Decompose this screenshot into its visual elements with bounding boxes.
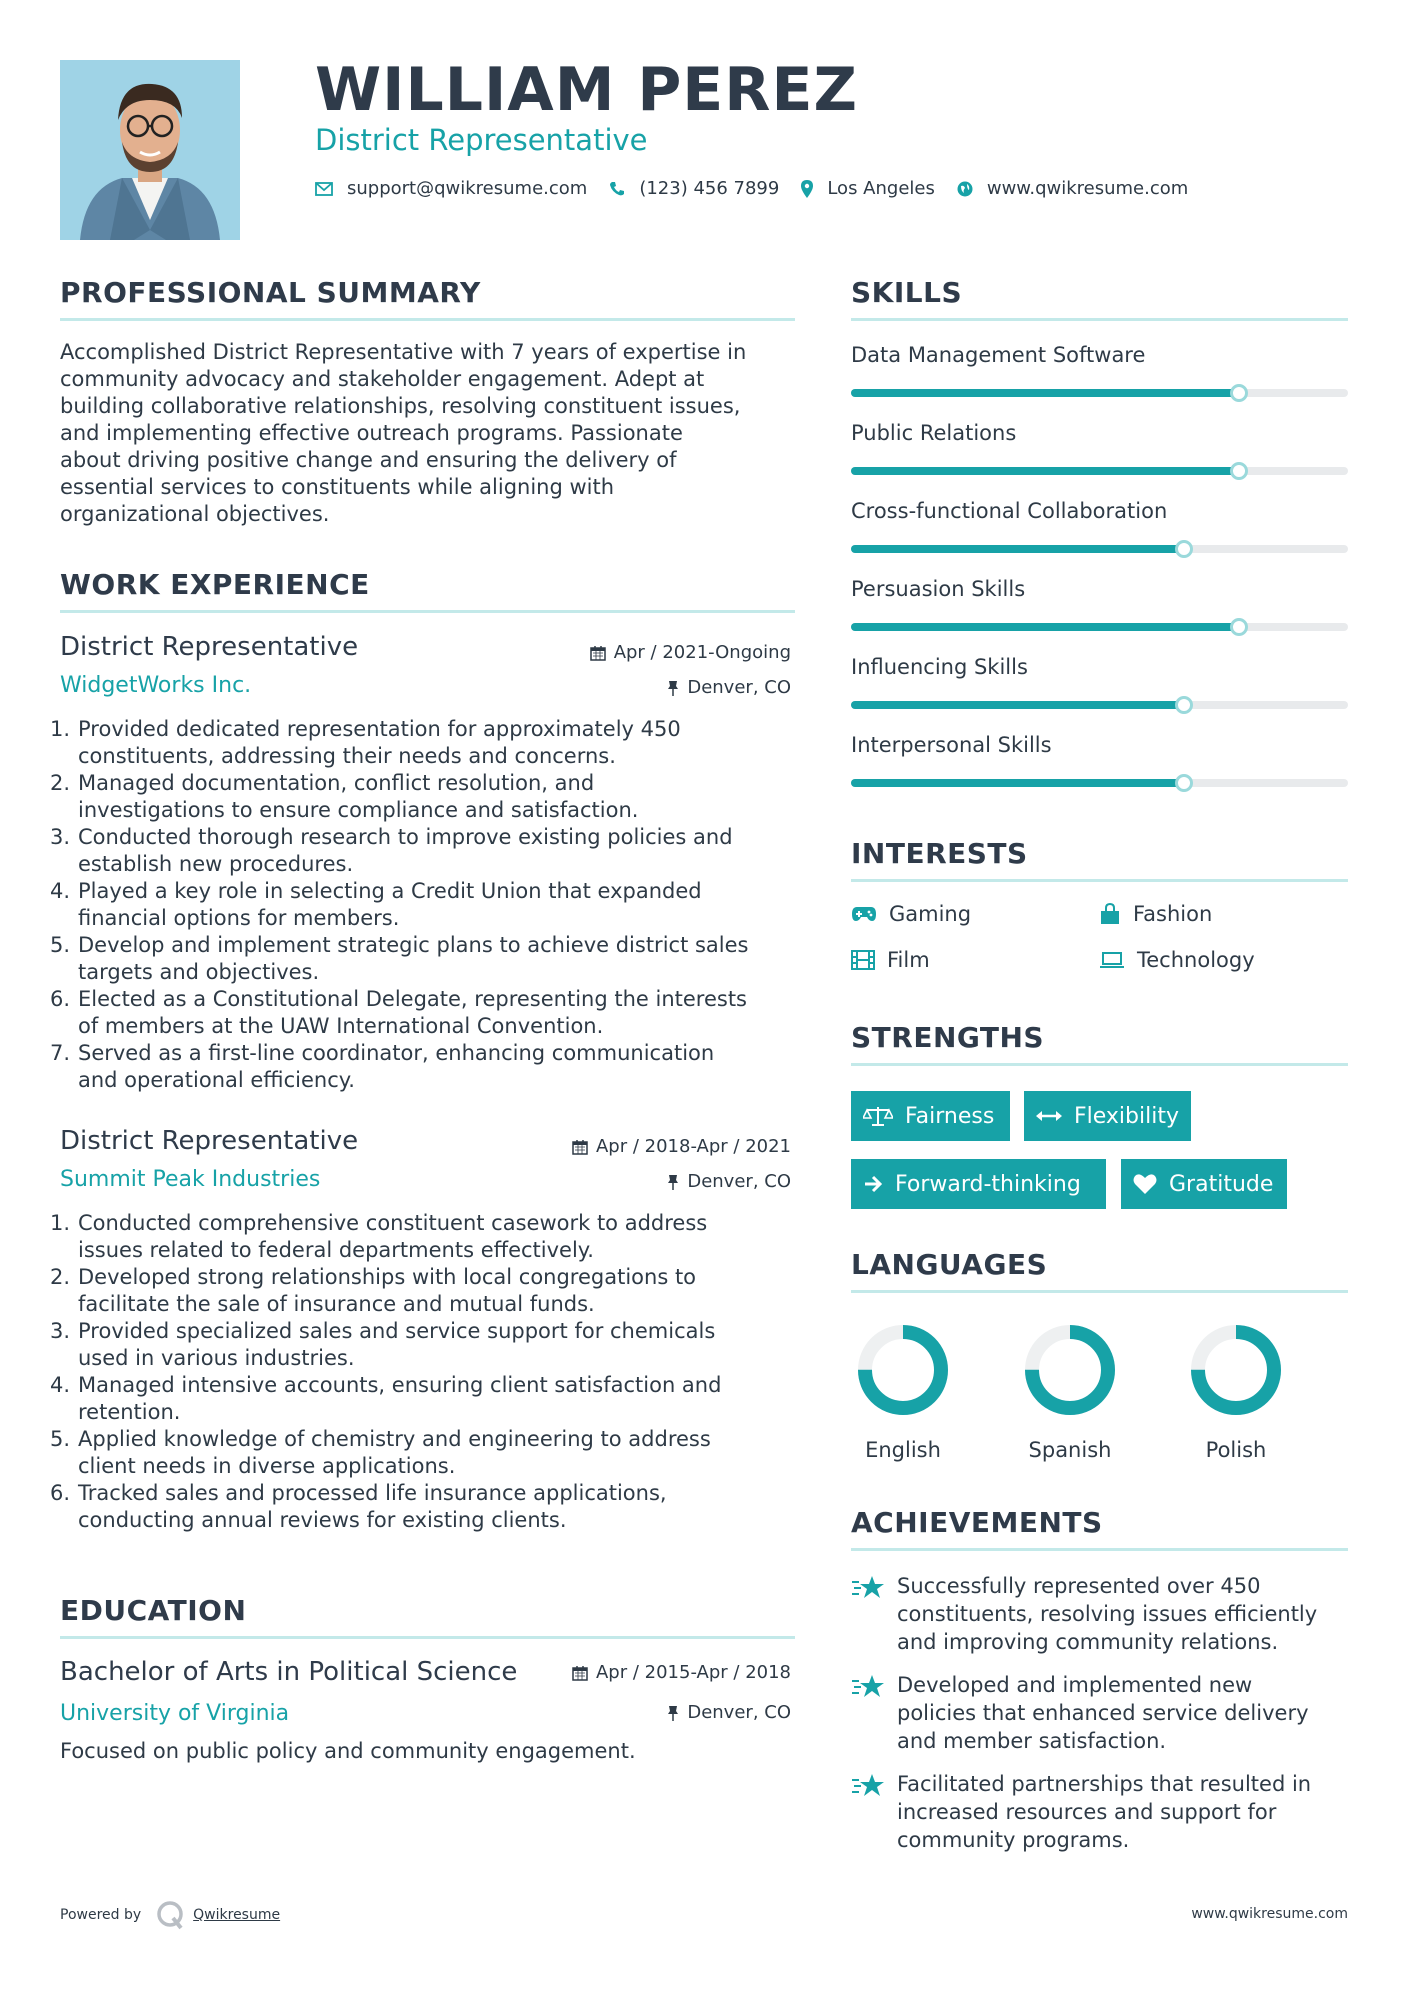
achievement-item [851,1770,1351,1854]
interest-item [851,902,971,926]
shooting-star-icon [851,1773,885,1799]
languages-heading: LANGUAGES [851,1248,1048,1281]
job-duties-list [50,1210,795,1534]
interest-item [1099,902,1212,926]
summary-line: and implementing effective outreach programs. Passionate [60,421,683,445]
summary-line: building collaborative relationships, resolving constituent issues, [60,394,741,418]
list-number: 5. [50,1427,71,1451]
contact-email-text: support@qwikresume.com [347,178,588,199]
skill-bar-knob [1175,540,1193,558]
skill-bar-knob [1230,462,1248,480]
list-item [50,824,795,878]
list-item [50,1372,795,1426]
heart-icon [1133,1173,1157,1195]
list-line: constituents, addressing their needs and concerns. [78,744,616,768]
education-location [667,1702,791,1723]
interest-label: Film [887,948,930,972]
contact-website[interactable] [957,178,1188,199]
contact-phone-text: (123) 456 7899 [639,178,780,199]
job-dates-text: Apr / 2021-Ongoing [613,642,791,663]
phone-icon [609,181,625,197]
interests-heading: INTERESTS [851,837,1028,870]
skill-label: Cross-functional Collaboration [851,499,1168,523]
experience-divider [60,610,795,613]
film-icon [851,950,875,970]
education-note: Focused on public policy and community engagement. [60,1739,636,1763]
footer-powered-by [60,1900,280,1930]
shooting-star-icon [851,1575,885,1601]
list-line: Served as a first-line coordinator, enhancing communication [78,1041,715,1065]
education-divider [60,1636,795,1639]
list-line: retention. [78,1400,181,1424]
envelope-icon [315,182,333,196]
list-number: 3. [50,1319,71,1343]
contact-location [801,178,935,199]
list-item [50,1318,795,1372]
interests-divider [851,879,1348,882]
summary-line: about driving positive change and ensuring the delivery of [60,448,677,472]
list-line: targets and objectives. [78,960,320,984]
job-location [667,1171,791,1192]
list-line: Managed intensive accounts, ensuring client satisfaction and [78,1373,722,1397]
strengths-heading: STRENGTHS [851,1021,1045,1054]
job-dates-text: Apr / 2018-Apr / 2021 [595,1136,791,1157]
skill-label: Influencing Skills [851,655,1028,679]
strength-label: Forward-thinking [895,1171,1081,1197]
list-line: investigations to ensure compliance and satisfaction. [78,798,639,822]
shopping-bag-icon [1099,903,1121,925]
language-label: Spanish [1028,1438,1112,1462]
job-dates [590,642,791,663]
education-location-text: Denver, CO [687,1702,791,1723]
arrow-right-icon [863,1174,883,1194]
skill-bar-knob [1175,774,1193,792]
list-item [50,878,795,932]
contact-phone[interactable] [609,178,779,199]
list-item [50,716,795,770]
list-line: of members at the UAW International Convention. [78,1014,604,1038]
achievement-text [897,1770,1311,1854]
education-dates-text: Apr / 2015-Apr / 2018 [595,1662,791,1683]
list-number: 7. [50,1041,71,1065]
achievement-line: and member satisfaction. [897,1729,1167,1753]
list-number: 2. [50,1265,71,1289]
skill-bar [851,545,1348,553]
job-duties-list [50,716,795,1094]
skill-bar [851,701,1348,709]
pin-icon [667,1705,679,1721]
strength-label: Fairness [905,1103,995,1129]
list-line: Applied knowledge of chemistry and engineering to address [78,1427,711,1451]
skill-bar-knob [1230,384,1248,402]
person-portrait-icon [60,60,240,240]
languages-divider [851,1290,1348,1293]
strength-badge [1024,1091,1191,1141]
list-number: 2. [50,771,71,795]
skill-bar [851,623,1348,631]
qwikresume-link[interactable]: Qwikresume [193,1907,281,1923]
qwikresume-logo-icon [155,1900,185,1930]
contact-bar [315,178,1210,199]
experience-heading: WORK EXPERIENCE [60,568,370,601]
language-item [1000,1320,1140,1462]
language-label: English [865,1438,941,1462]
strength-label: Flexibility [1074,1103,1179,1129]
contact-website-text: www.qwikresume.com [986,178,1189,199]
list-line: financial options for members. [78,906,400,930]
list-item [50,1480,795,1534]
list-number: 4. [50,879,71,903]
achievement-line: community programs. [897,1828,1130,1852]
skill-bar-fill [851,701,1184,709]
list-line: and operational efficiency. [78,1068,355,1092]
strength-badge [1121,1159,1287,1209]
candidate-name: WILLIAM PEREZ [315,55,858,125]
calendar-icon [572,1139,588,1155]
degree-title: Bachelor of Arts in Political Science [60,1657,518,1687]
contact-email[interactable] [315,178,587,199]
scale-icon [863,1105,893,1127]
achievement-line: Facilitated partnerships that resulted in [897,1772,1312,1796]
company-name: WidgetWorks Inc. [60,673,252,698]
list-item [50,1210,795,1264]
interest-label: Fashion [1133,902,1213,926]
list-line: Conducted comprehensive constituent casework to address [78,1211,708,1235]
profile-photo [60,60,240,240]
language-ring [853,1320,953,1420]
strength-badge [851,1159,1106,1209]
gamepad-icon [851,905,877,923]
job-title: District Representative [60,632,359,662]
skill-bar-fill [851,389,1239,397]
contact-location-text: Los Angeles [827,178,935,199]
summary-text [60,339,805,528]
summary-divider [60,318,795,321]
job-location [667,677,791,698]
interest-item [851,948,930,972]
list-line: Developed strong relationships with local congregations to [78,1265,697,1289]
achievement-line: Developed and implemented new [897,1673,1253,1697]
strengths-divider [851,1063,1348,1066]
shooting-star-icon [851,1674,885,1700]
list-line: facilitate the sale of insurance and mutual funds. [78,1292,595,1316]
list-number: 6. [50,987,71,1011]
language-label: Polish [1205,1438,1267,1462]
strength-label: Gratitude [1169,1171,1274,1197]
powered-by-text: Powered by [60,1907,142,1923]
skill-label: Public Relations [851,421,1017,445]
list-item [50,1040,795,1094]
list-number: 6. [50,1481,71,1505]
list-number: 3. [50,825,71,849]
map-marker-icon [801,180,813,198]
skill-bar [851,389,1348,397]
globe-icon [957,181,973,197]
pin-icon [667,1174,679,1190]
list-item [50,1264,795,1318]
summary-line: community advocacy and stakeholder engagement. Adept at [60,367,705,391]
summary-heading: PROFESSIONAL SUMMARY [60,276,481,309]
list-line: issues related to federal departments effectively. [78,1238,594,1262]
list-line: Managed documentation, conflict resolution, and [78,771,595,795]
achievement-line: policies that enhanced service delivery [897,1701,1309,1725]
language-ring [1186,1320,1286,1420]
achievement-line: increased resources and support for [897,1800,1277,1824]
list-item [50,986,795,1040]
skill-bar-fill [851,779,1184,787]
list-line: Provided specialized sales and service support for chemicals [78,1319,716,1343]
skill-bar [851,467,1348,475]
skill-label: Data Management Software [851,343,1146,367]
school-name: University of Virginia [60,1701,290,1726]
skill-bar-knob [1230,618,1248,636]
list-item [50,932,795,986]
skill-label: Persuasion Skills [851,577,1026,601]
skill-bar-fill [851,467,1239,475]
list-line: Tracked sales and processed life insurance applications, [78,1481,667,1505]
skill-bar-fill [851,545,1184,553]
laptop-icon [1099,951,1125,969]
skill-label: Interpersonal Skills [851,733,1052,757]
skills-heading: SKILLS [851,276,963,309]
skill-bar-knob [1175,696,1193,714]
list-number: 5. [50,933,71,957]
interest-label: Gaming [889,902,972,926]
list-line: Provided dedicated representation for approximately 450 [78,717,681,741]
language-item [833,1320,973,1462]
achievement-item [851,1671,1351,1755]
language-item [1166,1320,1306,1462]
achievement-item [851,1572,1351,1656]
job-location-text: Denver, CO [687,677,791,698]
job-title: District Representative [60,1126,359,1156]
pin-icon [667,680,679,696]
list-item [50,770,795,824]
list-line: Conducted thorough research to improve existing policies and [78,825,733,849]
strength-badge [851,1091,1010,1141]
achievements-divider [851,1548,1348,1551]
list-line: establish new procedures. [78,852,354,876]
job-location-text: Denver, CO [687,1171,791,1192]
list-line: Played a key role in selecting a Credit Union that expanded [78,879,702,903]
summary-line: essential services to constituents while aligning with [60,475,615,499]
list-line: conducting annual reviews for existing clients. [78,1508,567,1532]
skills-divider [851,318,1348,321]
education-dates [572,1662,791,1683]
job-dates [572,1136,791,1157]
company-name: Summit Peak Industries [60,1167,321,1192]
candidate-title: District Representative [315,123,648,157]
education-heading: EDUCATION [60,1594,247,1627]
interest-label: Technology [1137,948,1255,972]
footer-website[interactable]: www.qwikresume.com [1191,1906,1348,1922]
achievement-line: Successfully represented over 450 [897,1574,1261,1598]
arrows-horizontal-icon [1036,1109,1062,1123]
achievement-line: constituents, resolving issues efficiently [897,1602,1318,1626]
list-line: client needs in diverse applications. [78,1454,456,1478]
list-line: used in various industries. [78,1346,355,1370]
interest-item [1099,948,1255,972]
summary-line: Accomplished District Representative with 7 years of expertise in [60,340,747,364]
achievement-text [897,1671,1309,1755]
list-line: Elected as a Constitutional Delegate, representing the interests [78,987,747,1011]
summary-line: organizational objectives. [60,502,330,526]
achievement-line: and improving community relations. [897,1630,1279,1654]
list-number: 1. [50,717,71,741]
skill-bar-fill [851,623,1239,631]
achievements-heading: ACHIEVEMENTS [851,1506,1103,1539]
list-line: Develop and implement strategic plans to achieve district sales [78,933,749,957]
achievement-text [897,1572,1317,1656]
skill-bar [851,779,1348,787]
calendar-icon [590,645,606,661]
list-number: 1. [50,1211,71,1235]
list-item [50,1426,795,1480]
language-ring [1020,1320,1120,1420]
calendar-icon [572,1665,588,1681]
list-number: 4. [50,1373,71,1397]
